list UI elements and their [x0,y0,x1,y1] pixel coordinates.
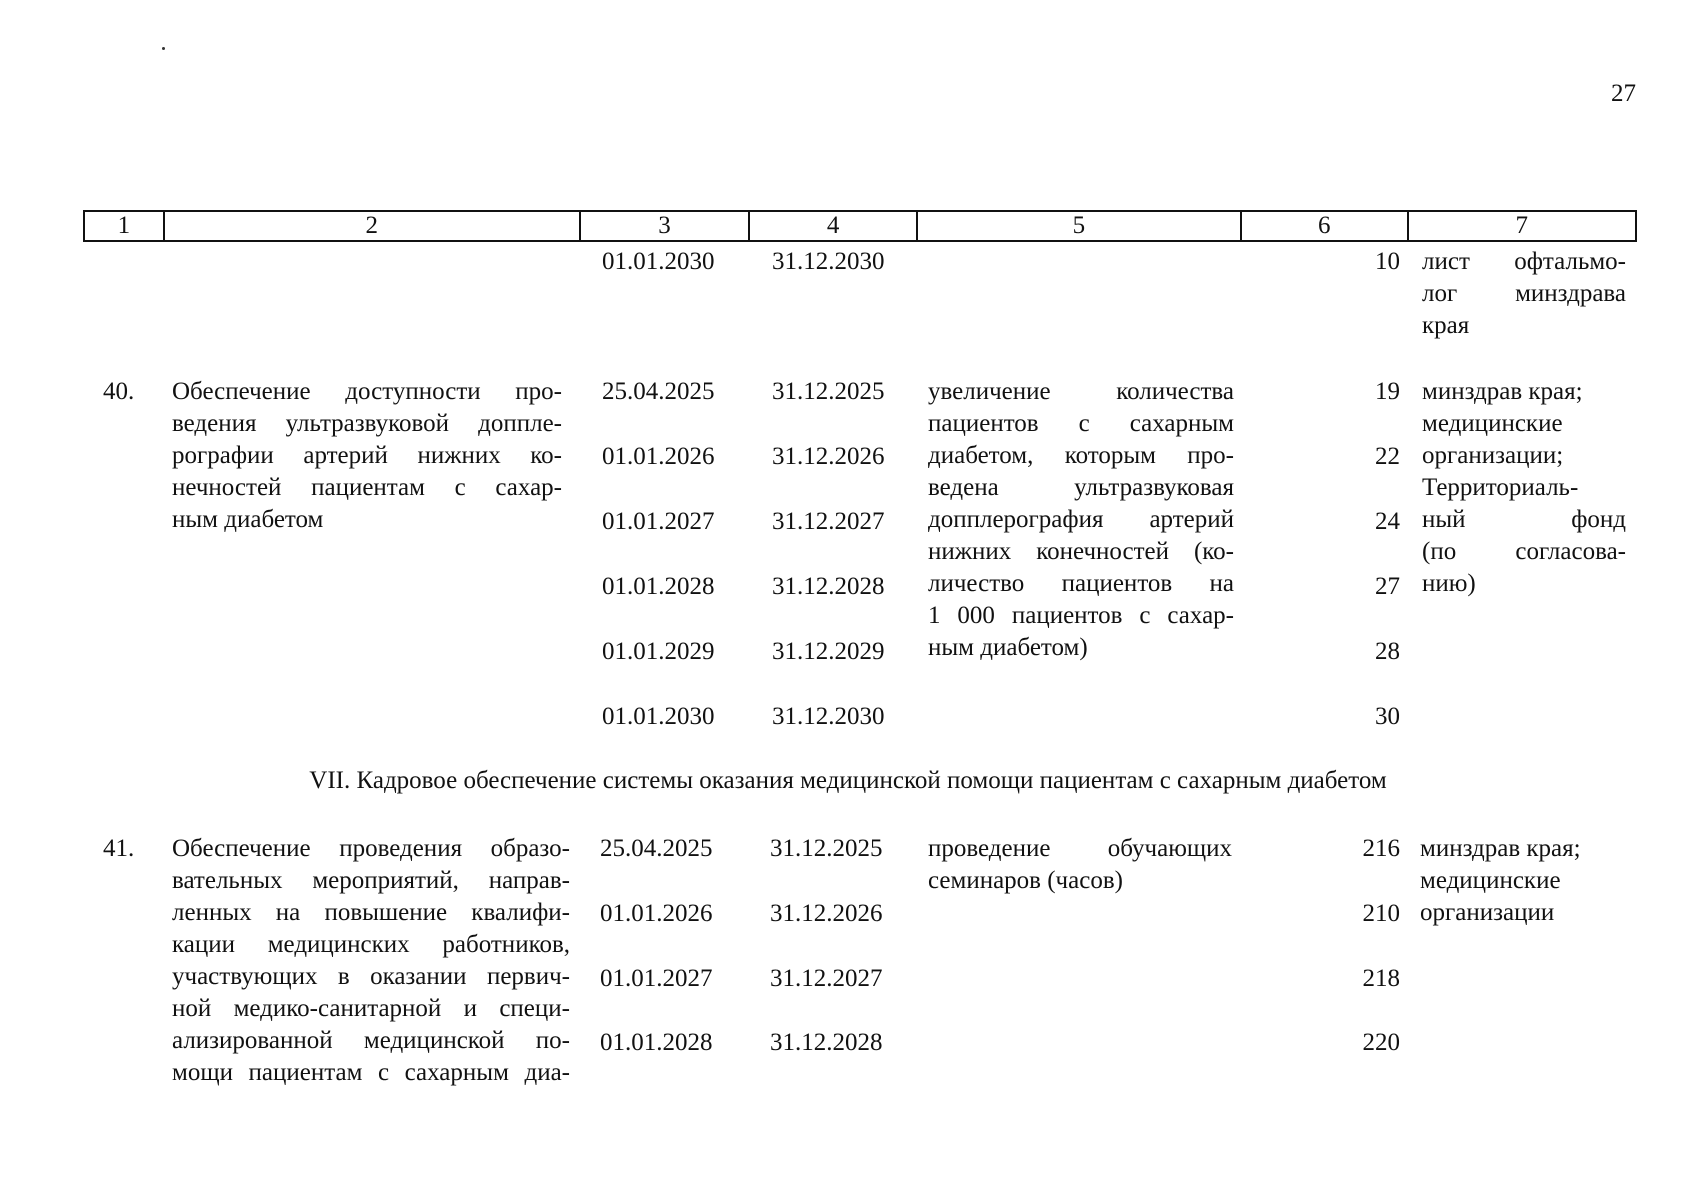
indicator-line: допплерография артерий [928,506,1234,533]
header-cell-4: 4 [748,212,916,240]
page-number: 27 [1611,80,1636,107]
period-start: 01.01.2028 [602,573,715,600]
responsible-line: лист офтальмо- [1422,248,1626,275]
responsible-line: организации [1420,899,1555,926]
description-line: Обеспечение доступности про- [172,378,562,405]
period-start: 25.04.2025 [600,835,713,862]
responsible-line: (по согласова- [1422,538,1626,565]
indicator-value: 28 [1375,638,1400,665]
description-line: ной медико-санитарной и специ- [172,995,570,1022]
indicator-value: 27 [1375,573,1400,600]
indicator-line: увеличение количества [928,378,1234,405]
period-end: 31.12.2027 [772,508,885,535]
period-end: 31.12.2025 [770,835,883,862]
row-number: 40. [103,378,135,405]
description-line: вательных мероприятий, направ- [172,867,570,894]
period-end: 31.12.2026 [770,900,883,927]
period-end: 31.12.2028 [772,573,885,600]
indicator-value: 216 [1362,835,1400,862]
indicator-line: диабетом, которым про- [928,442,1234,469]
indicator-value: 210 [1362,900,1400,927]
description-line: ализированной медицинской по- [172,1027,570,1054]
period-end: 31.12.2030 [772,248,885,275]
indicator-value: 218 [1362,965,1400,992]
indicator-value: 19 [1375,378,1400,405]
description-line: Обеспечение проведения образо- [172,835,570,862]
indicator-value: 10 [1375,248,1400,275]
period-start: 01.01.2028 [600,1029,713,1056]
indicator-line: проведение обучающих [928,835,1232,862]
header-cell-6: 6 [1240,212,1407,240]
description-line: участвующих в оказании первич- [172,963,570,990]
period-start: 01.01.2030 [602,248,715,275]
description-line: нечностей пациентам с сахар- [172,474,562,501]
period-start: 25.04.2025 [602,378,715,405]
row-number: 41. [103,835,135,862]
responsible-line: минздрав края; [1422,378,1583,405]
indicator-line: ведена ультразвуковая [928,474,1234,501]
period-end: 31.12.2025 [772,378,885,405]
indicator-value: 22 [1375,443,1400,470]
description-line: рографии артерий нижних ко- [172,442,562,469]
header-cell-7: 7 [1407,212,1635,240]
period-end: 31.12.2026 [772,443,885,470]
table-header-row [83,210,1637,242]
description-line: кации медицинских работников, [172,931,570,958]
header-cell-1: 1 [117,212,131,239]
scan-speck [162,47,165,50]
responsible-line: медицинские [1422,410,1563,437]
responsible-line: лог минздрава [1422,280,1626,307]
responsible-line: организации; [1422,442,1564,469]
period-start: 01.01.2030 [602,703,715,730]
header-cell-2: 2 [163,212,579,240]
description-line: ведения ультразвуковой доппле- [172,410,562,437]
period-end: 31.12.2028 [770,1029,883,1056]
period-end: 31.12.2027 [770,965,883,992]
indicator-line: нижних конечностей (ко- [928,538,1234,565]
indicator-line: 1 000 пациентов с сахар- [928,602,1234,629]
period-start: 01.01.2029 [602,638,715,665]
period-end: 31.12.2030 [772,703,885,730]
indicator-line: ным диабетом) [928,634,1088,661]
header-cell-3: 3 [579,212,749,240]
indicator-value: 24 [1375,508,1400,535]
period-end: 31.12.2029 [772,638,885,665]
responsible-line: медицинские [1420,867,1561,894]
indicator-line: семинаров (часов) [928,867,1123,894]
indicator-line: пациентов с сахарным [928,410,1234,437]
description-line: мощи пациентам с сахарным диа- [172,1059,570,1086]
header-cell-5: 5 [916,212,1240,240]
description-line: ным диабетом [172,506,324,533]
indicator-value: 220 [1362,1029,1400,1056]
indicator-value: 30 [1375,703,1400,730]
responsible-line: ный фонд [1422,506,1626,533]
responsible-line: края [1422,312,1470,339]
period-start: 01.01.2026 [600,900,713,927]
period-start: 01.01.2027 [602,508,715,535]
responsible-line: нию) [1422,570,1476,597]
description-line: ленных на повышение квалифи- [172,899,570,926]
responsible-line: минздрав края; [1420,835,1581,862]
period-start: 01.01.2027 [600,965,713,992]
indicator-line: личество пациентов на [928,570,1234,597]
period-start: 01.01.2026 [602,443,715,470]
section-title: VII. Кадровое обеспечение системы оказания медицинской помощи пациентам с сахарным диабетом [309,767,1387,794]
responsible-line: Территориаль- [1422,474,1579,501]
